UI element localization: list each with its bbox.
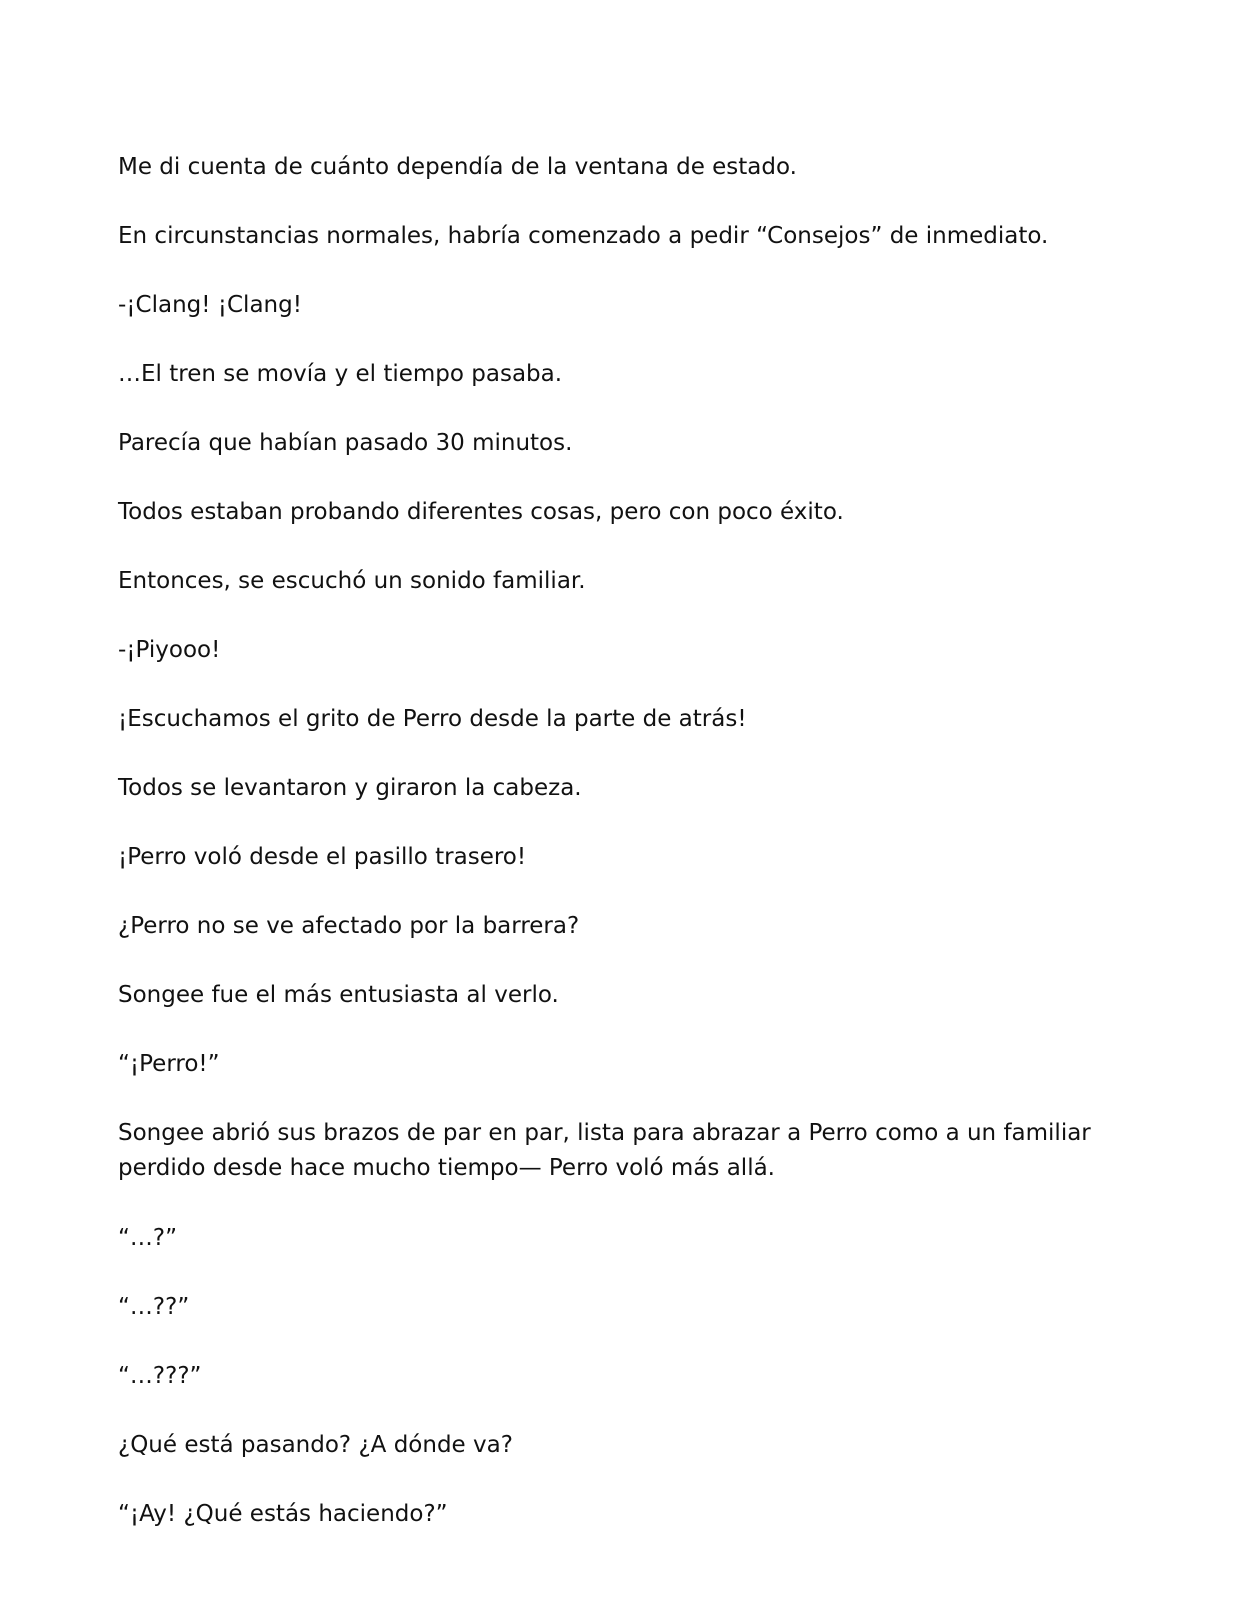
paragraph: Parecía que habían pasado 30 minutos. (118, 430, 573, 456)
paragraph: En circunstancias normales, habría comenzado a pedir “Consejos” de inmediato. (118, 223, 1049, 249)
paragraph: Todos estaban probando diferentes cosas, pero con poco éxito. (118, 499, 844, 525)
paragraph: “¡Perro!” (118, 1051, 220, 1077)
paragraph: “¡Ay! ¿Qué estás haciendo?” (118, 1501, 448, 1527)
paragraph: Entonces, se escuchó un sonido familiar. (118, 568, 586, 594)
paragraph: -¡Clang! ¡Clang! (118, 292, 302, 318)
paragraph: Me di cuenta de cuánto dependía de la ventana de estado. (118, 154, 797, 180)
paragraph: ¡Escuchamos el grito de Perro desde la parte de atrás! (118, 706, 747, 732)
paragraph: “…???” (118, 1363, 202, 1389)
paragraph: Songee fue el más entusiasta al verlo. (118, 982, 559, 1008)
paragraph: “…?” (118, 1225, 178, 1251)
paragraph: Todos se levantaron y giraron la cabeza. (118, 775, 582, 801)
paragraph: …El tren se movía y el tiempo pasaba. (118, 361, 563, 387)
paragraph: ¿Perro no se ve afectado por la barrera? (118, 913, 580, 939)
paragraph: -¡Piyooo! (118, 637, 221, 663)
paragraph: ¿Qué está pasando? ¿A dónde va? (118, 1432, 513, 1458)
paragraph: “…??” (118, 1294, 190, 1320)
paragraph: Songee abrió sus brazos de par en par, lista para abrazar a Perro como a un familiar perdido desde hace mucho tiempo— Perro voló más allá. (118, 1120, 1091, 1181)
paragraph: ¡Perro voló desde el pasillo trasero! (118, 844, 527, 870)
